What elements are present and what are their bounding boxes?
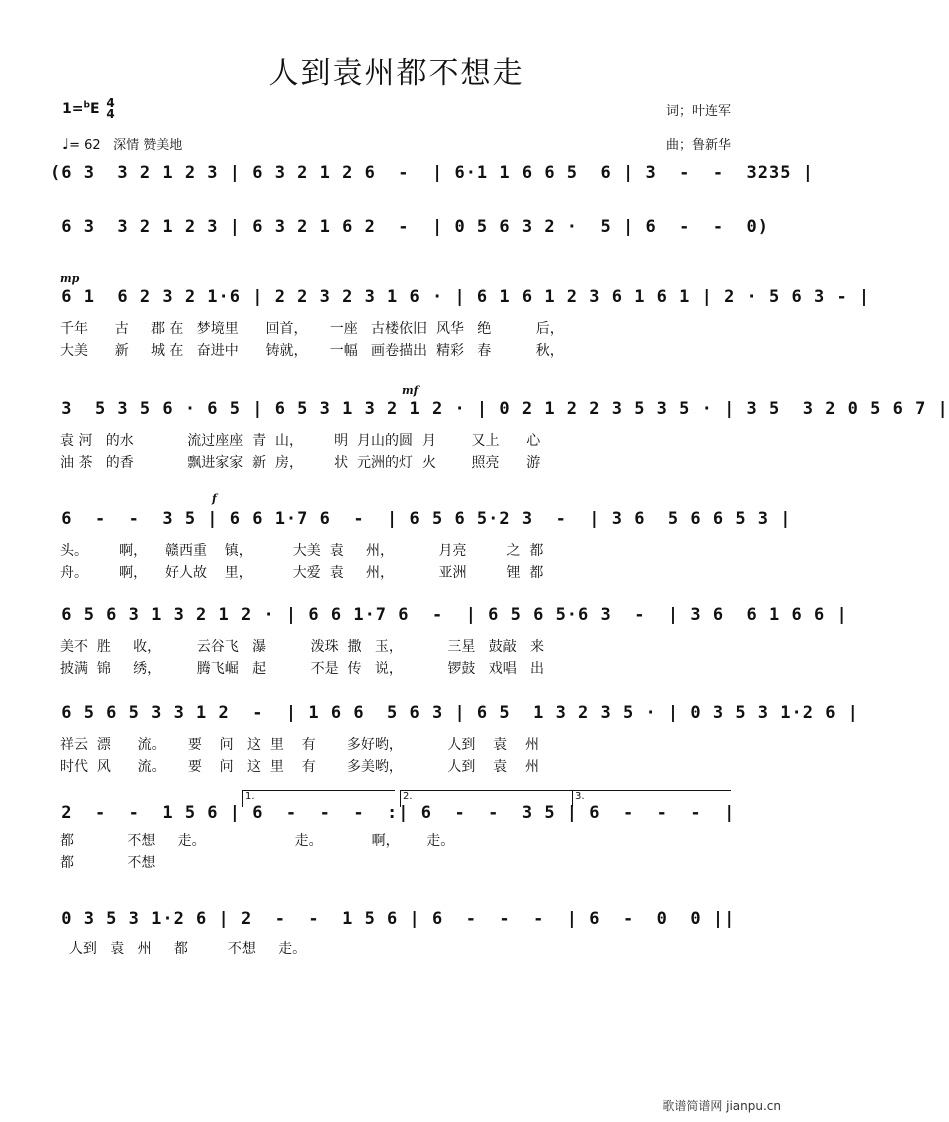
song-title: 人到袁州都不想走 [268, 56, 525, 91]
tempo-value: = 62 [69, 138, 101, 153]
site-watermark: 歌谱简谱网 jianpu.cn [662, 1099, 781, 1113]
notes-line: 6 - - 3 5 | 6 6 1·7 6 - | 6 5 6 5·2 3 - | 3 6 5 6 6 5 3 | [50, 509, 792, 529]
key-note: E [89, 101, 100, 117]
flat-sign: b [83, 100, 90, 111]
lyric-verse-2: 舟。 啊， 好人故 里， 大爱 袁 州， 亚洲 锂 都 [60, 565, 544, 581]
notes-line: 0 3 5 3 1·2 6 | 2 - - 1 5 6 | 6 - - - | 6 - 0 0 || [50, 909, 736, 929]
lyric-verse-2: 时代 风 流。 要 问 这 里 有 多美哟， 人到 袁 州 [60, 759, 539, 775]
volta-first: 1. [242, 790, 395, 807]
lyric-verse-1: 都 不想 走。 走。 啊， 走。 [60, 833, 455, 849]
time-bottom: 4 [106, 107, 115, 121]
notes-line: 6 3 3 2 1 2 3 | 6 3 2 1 6 2 - | 0 5 6 3 2 · 5 | 6 - - 0) [50, 217, 770, 237]
lyric-verse-1: 美不 胜 收， 云谷飞 瀑 泼珠 撒 玉， 三星 鼓敲 来 [60, 639, 545, 655]
lyric-verse-1: 千年 古 郡 在 梦境里 回首， 一座 古楼依旧 风华 绝 后， [60, 321, 564, 337]
time-signature [106, 98, 114, 120]
key-signature [62, 98, 115, 120]
tempo-marking [62, 134, 182, 153]
notes-line: 3 5 3 5 6 · 6 5 | 6 5 3 1 3 2 1 2 · | 0 2 1 2 2 3 5 3 5 · | 3 5 3 2 0 5 6 7 | [50, 399, 949, 419]
lyric-verse-1: 祥云 漂 流。 要 问 这 里 有 多好哟， 人到 袁 州 [60, 737, 539, 753]
time-top: 4 [106, 96, 115, 110]
lyric-verse-1: 袁 河 的水 流过座座 青 山， 明 月山的圆 月 又上 心 [60, 433, 541, 449]
volta-third: 3. [572, 790, 731, 807]
volta-second: 2. [400, 790, 573, 807]
dynamic-mp: mp [60, 272, 80, 285]
lyricist-credit: 词；叶连军 [665, 104, 731, 119]
dynamic-f: f [212, 492, 217, 505]
lyric-verse-1: 人到 袁 州 都 不想 走。 [60, 941, 307, 957]
notes-line: 6 1 6 2 3 2 1·6 | 2 2 3 2 3 1 6 · | 6 1 6 1 2 3 6 1 6 1 | 2 · 5 6 3 - | [50, 287, 871, 307]
notes-line: 6 5 6 5 3 3 1 2 - | 1 6 6 5 6 3 | 6 5 1 3 2 3 5 · | 0 3 5 3 1·2 6 | [50, 703, 859, 723]
notes-line: (6 3 3 2 1 2 3 | 6 3 2 1 2 6 - | 6·1 1 6 6 5 6 | 3 - - 3235 | [50, 163, 814, 183]
lyric-verse-2: 大美 新 城 在 奋进中 铸就， 一幅 画卷描出 精彩 春 秋， [60, 343, 564, 359]
lyric-verse-2: 都 不想 [60, 855, 156, 871]
lyric-verse-2: 油 茶 的香 飘进家家 新 房， 状 元洲的灯 火 照亮 游 [60, 455, 541, 471]
notes-line: 6 5 6 3 1 3 2 1 2 · | 6 6 1·7 6 - | 6 5 6 5·6 3 - | 3 6 6 1 6 6 | [50, 605, 848, 625]
lyric-verse-2: 披满 锦 绣， 腾飞崛 起 不是 传 说， 锣鼓 戏唱 出 [60, 661, 545, 677]
notes-line: 2 - - 1 5 6 | 6 - - - :| 6 - - 3 5 | 6 - - - | [50, 803, 736, 823]
expression-text: 深情 赞美地 [113, 138, 183, 153]
dynamic-mf: mf [402, 384, 419, 397]
lyric-verse-1: 头。 啊， 赣西重 镇， 大美 袁 州， 月亮 之 都 [60, 543, 544, 559]
composer-credit: 曲；鲁新华 [665, 138, 731, 153]
key-prefix: 1= [62, 101, 84, 117]
quarter-note-icon: ♩ [62, 135, 70, 153]
